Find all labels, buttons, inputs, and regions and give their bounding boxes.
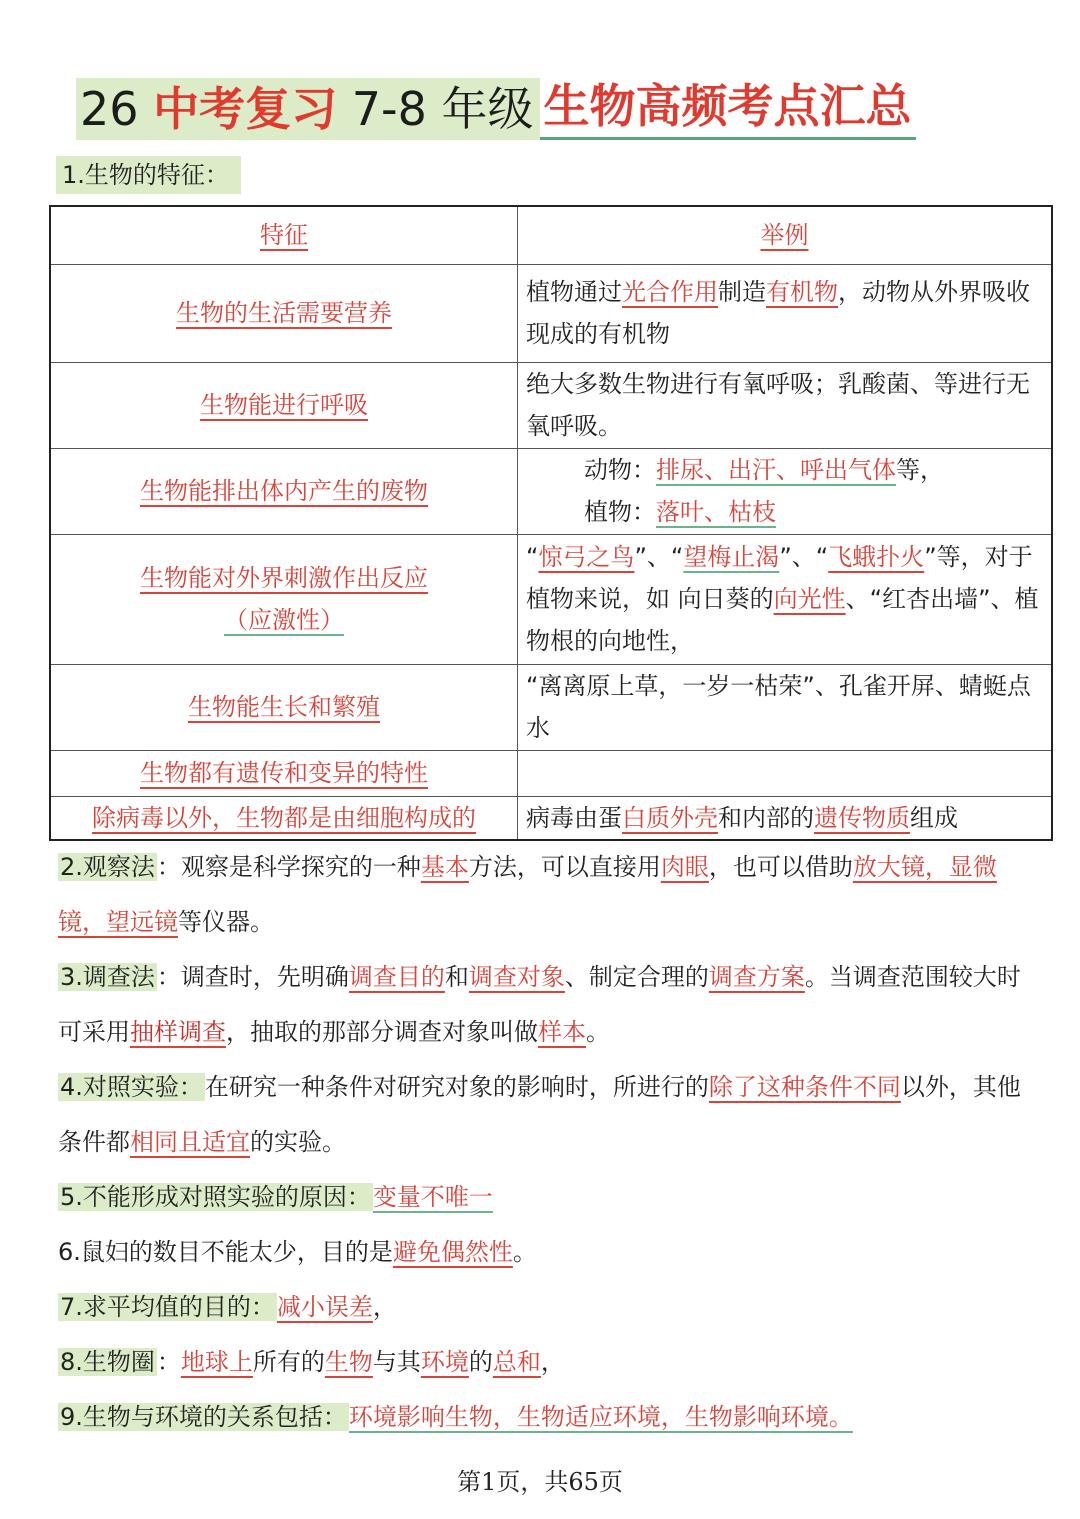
example-text: 动物：: [584, 456, 656, 484]
point-text: 与其: [372, 1348, 421, 1376]
point-keyword: 变量不唯一: [372, 1183, 493, 1211]
table-row: [50, 796, 1052, 840]
table-header-row: [50, 206, 1052, 264]
feature-cell: [50, 264, 518, 362]
point-keyword: 相同且适宜: [130, 1128, 250, 1156]
point-text: ，: [540, 1348, 565, 1376]
point-3: [58, 950, 1028, 1060]
point-text: 所有的: [252, 1348, 325, 1376]
point-keyword: 调查方案: [708, 963, 805, 991]
feature-text: 除病毒以外，生物都是由细胞构成的: [92, 803, 476, 832]
header-feature-text: 特征: [260, 221, 308, 250]
point-text: 、制定合理的: [564, 963, 709, 991]
point-keyword: 抽样调查: [130, 1018, 226, 1046]
point-text: 以外，其他条件都: [58, 1073, 1021, 1156]
header-example: [518, 206, 1053, 264]
example-keyword: 光合作用: [622, 278, 718, 306]
example-text: 和内部的: [718, 803, 814, 832]
example-text: 等，: [896, 456, 944, 484]
point-keyword: 基本: [420, 853, 469, 881]
feature-cell: [50, 362, 518, 448]
point-text: 的实验。: [250, 1128, 346, 1156]
point-keyword: 肉眼: [660, 853, 709, 881]
example-text: “: [526, 543, 539, 571]
page-title: [76, 74, 916, 140]
example-cell: [518, 534, 1053, 664]
point-keyword: 地球上: [180, 1348, 253, 1376]
header-example-text: 举例: [760, 221, 809, 250]
point-8: [58, 1335, 1028, 1390]
example-cell: [518, 796, 1053, 840]
point-text: 方法，可以直接用: [468, 853, 661, 881]
header-feature: [50, 206, 518, 264]
point-keyword: 环境影响生物，生物适应环境，生物影响环境。: [348, 1403, 853, 1431]
example-text: ”、“: [634, 543, 684, 571]
title-prefix: 26: [80, 82, 154, 136]
point-text: ，: [372, 1293, 397, 1321]
point-keyword: 样本: [538, 1018, 586, 1046]
point-keyword: 调查对象: [468, 963, 565, 991]
example-keyword: 惊弓之鸟: [538, 543, 635, 571]
point-text: 。: [586, 1018, 610, 1046]
table-row: [50, 534, 1052, 664]
feature-text: 生物能对外界刺激作出反应: [140, 564, 428, 592]
feature-text: 生物的生活需要营养: [176, 299, 392, 327]
point-text: 和: [444, 963, 469, 991]
page-number: 第1页，共65页: [457, 1468, 623, 1496]
feature-cell: [50, 796, 518, 840]
point-label: 4.对照实验：: [60, 1073, 203, 1101]
example-keyword: 落叶、枯枝: [656, 498, 776, 526]
example-cell: [518, 264, 1053, 362]
example-cell: “离离原上草，一岁一枯荣”、孔雀开屏、蜻蜓点水: [518, 664, 1053, 750]
table-row: [50, 264, 1052, 362]
example-text: 组成: [910, 803, 958, 832]
point-label: 3.调查法: [60, 963, 155, 991]
example-cell: 绝大多数生物进行有氧呼吸；乳酸菌、等进行无氧呼吸。: [518, 362, 1053, 448]
point-label: 8.生物圈: [60, 1348, 155, 1376]
example-keyword: 遗传物质: [814, 803, 910, 832]
example-cell: [518, 750, 1053, 796]
point-text: 的: [468, 1348, 493, 1376]
example-keyword: 飞蛾扑火: [828, 543, 925, 571]
point-keyword: 生物: [324, 1348, 373, 1376]
title-grade: 7-8 年级: [337, 82, 534, 136]
title-red-1: 中考复习: [153, 82, 338, 136]
table-row: [50, 664, 1052, 750]
point-9: [58, 1390, 1028, 1445]
example-cell: [518, 448, 1053, 534]
example-text: ，动物从外界吸收现成的有机物: [526, 278, 1030, 348]
example-line: [584, 491, 1043, 533]
example-text: 植物：: [584, 498, 656, 526]
point-label: 5.不能形成对照实验的原因：: [60, 1183, 371, 1211]
feature-line: [59, 557, 509, 599]
feature-cell: [50, 448, 518, 534]
point-label: 2.观察法: [60, 853, 155, 881]
title-highlight: [76, 78, 540, 140]
point-keyword: 调查目的: [348, 963, 445, 991]
feature-cell: [50, 750, 518, 796]
point-text: 在研究一种条件对研究对象的影响时，所进行的: [204, 1073, 709, 1101]
point-keyword: 总和: [492, 1348, 541, 1376]
feature-line: [59, 599, 509, 641]
example-text: 制造: [718, 278, 766, 306]
point-text: 等仪器。: [178, 908, 274, 936]
point-7: [58, 1280, 1028, 1335]
point-text: ：调查时，先明确: [156, 963, 349, 991]
point-text: ，也可以借助: [708, 853, 853, 881]
example-keyword: 望梅止渴: [683, 543, 780, 571]
point-text: 。: [512, 1238, 537, 1266]
example-text: 病毒由蛋: [526, 803, 622, 832]
title-red-2: 生物高频考点汇总: [540, 75, 916, 140]
point-keyword: 减小误差: [276, 1293, 373, 1321]
feature-cell: [50, 664, 518, 750]
example-keyword: 向光性: [773, 585, 846, 613]
section-heading-1: 1.生物的特征：: [56, 156, 241, 194]
point-label: 7.求平均值的目的：: [60, 1293, 275, 1321]
example-keyword: 白质外壳: [622, 803, 718, 832]
table-row: [50, 362, 1052, 448]
feature-text: （应激性）: [224, 606, 344, 634]
point-text: ：观察是科学探究的一种: [156, 853, 421, 881]
example-line: [584, 449, 1043, 491]
table-row: [50, 448, 1052, 534]
point-label: 9.生物与环境的关系包括：: [60, 1403, 347, 1431]
point-keyword: 放大镜，显微镜，望远镜: [58, 853, 997, 936]
table-row: [50, 750, 1052, 796]
point-keyword: 避免偶然性: [392, 1238, 513, 1266]
features-table: [49, 205, 1053, 841]
point-2: [58, 840, 1028, 950]
point-keyword: 环境: [420, 1348, 469, 1376]
point-4: [58, 1060, 1028, 1170]
example-text: 、“红杏出墙”、植物根的向地性，: [526, 585, 1039, 655]
feature-cell: [50, 534, 518, 664]
example-text: ”、“: [779, 543, 829, 571]
example-text: ”等，对于植物来说，如 向日葵的: [526, 543, 1033, 613]
feature-text: 生物能排出体内产生的废物: [140, 477, 428, 505]
point-text: 。当调查范围较大时可采用: [58, 963, 1021, 1046]
example-keyword: 有机物: [766, 278, 838, 306]
example-text: 植物通过: [526, 278, 622, 306]
point-text: 6.鼠妇的数目不能太少，目的是: [58, 1238, 393, 1266]
example-keyword: 排尿、出汗、呼出气体: [656, 456, 896, 484]
feature-text: 生物能进行呼吸: [200, 391, 368, 419]
feature-text: 生物都有遗传和变异的特性: [140, 759, 428, 787]
point-text: ，抽取的那部分调查对象叫做: [226, 1018, 538, 1046]
point-6: [58, 1225, 1028, 1280]
point-keyword: 除了这种条件不同: [708, 1073, 901, 1101]
point-text: ：: [156, 1348, 181, 1376]
point-5: [58, 1170, 1028, 1225]
feature-text: 生物能生长和繁殖: [188, 693, 380, 721]
